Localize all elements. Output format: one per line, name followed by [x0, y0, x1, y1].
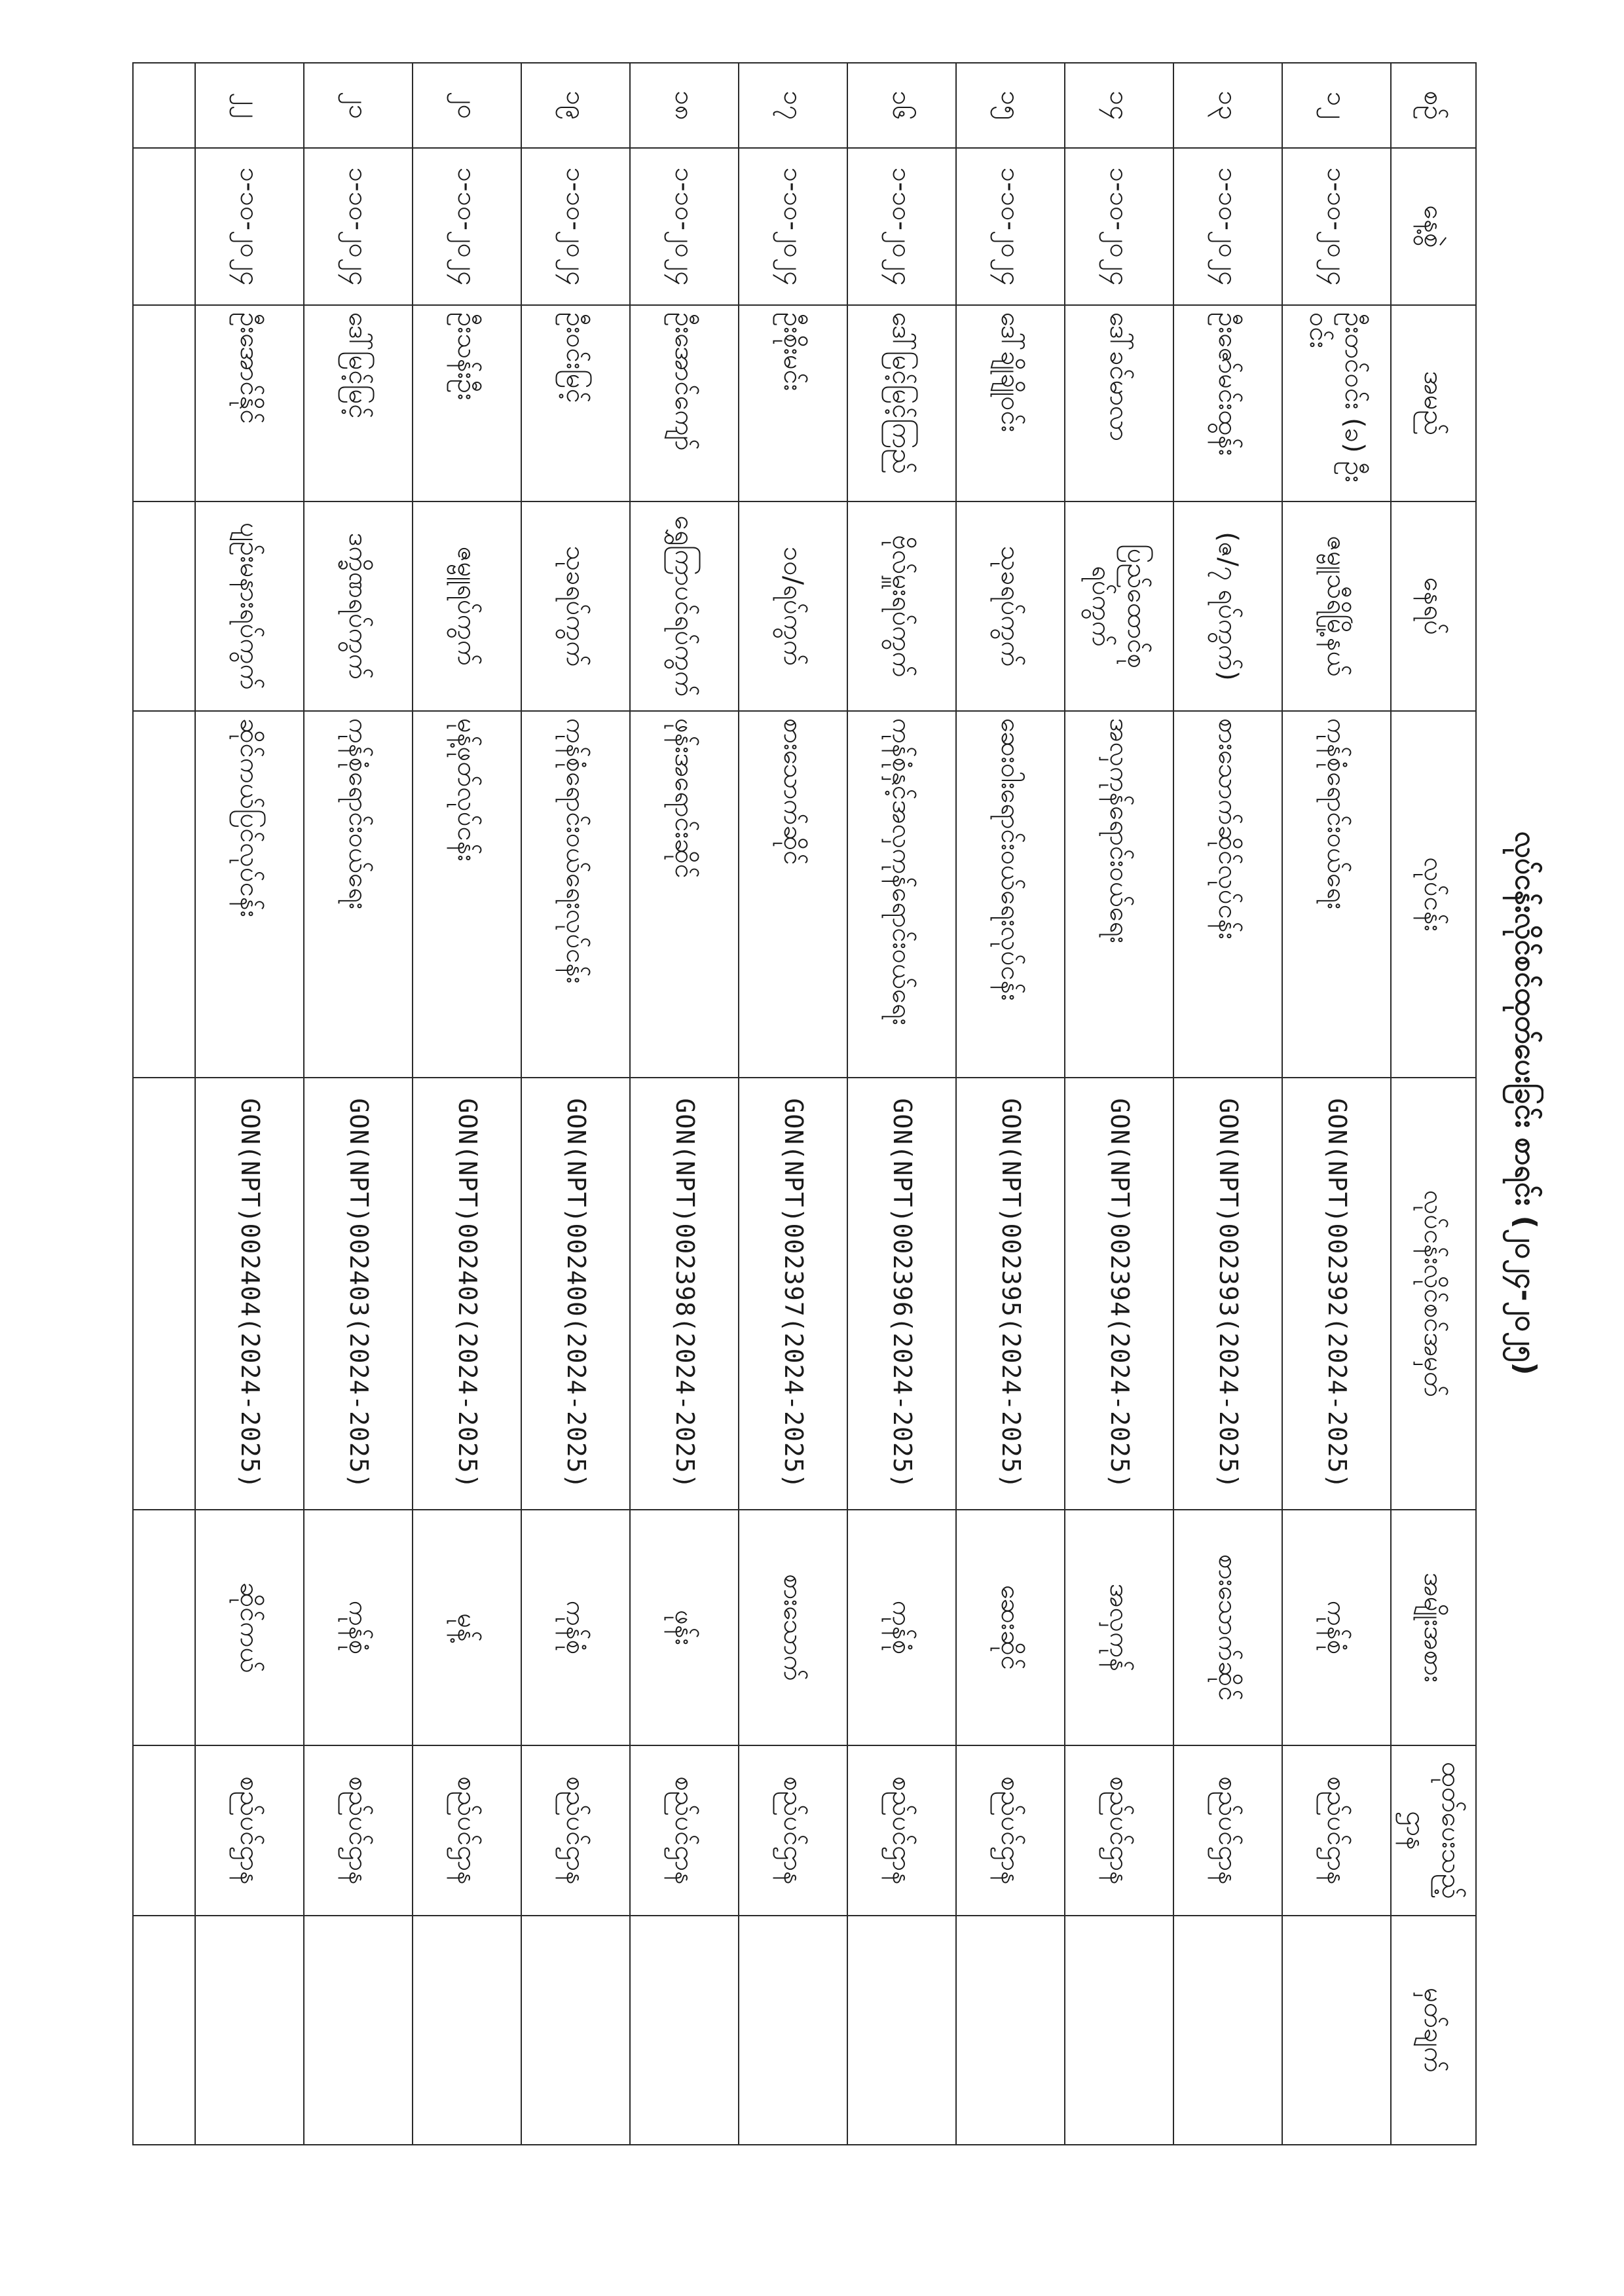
cell-license: GON(NPT)002402(2024-2025)	[413, 1078, 521, 1510]
license-table	[132, 62, 1477, 2145]
table-row	[630, 63, 739, 2145]
cell-dept: စည်ပင်ဌာန	[195, 1745, 304, 1916]
cell-business: ဆေးဝါးရောင်းဝယ်ရေးလုပ်ငန်း	[956, 711, 1065, 1078]
table-row	[195, 63, 304, 2145]
cell-license: GON(NPT)002403(2024-2025)	[304, 1078, 413, 1510]
cell-name: ဦးသန်းဦး	[413, 305, 521, 501]
table-row	[739, 63, 847, 2145]
table-header-row	[1391, 63, 1476, 2145]
cell-name: ဒေါ်မြင့်မြင့်ကြည်	[847, 305, 956, 501]
cell-remark	[630, 1916, 739, 2145]
cell-name: ဦးဇော်မင်းထွန်း	[1173, 305, 1282, 501]
cell-address: ဒက္ခိဏရပ်ကွက်	[304, 501, 413, 711]
cell-address: ဇမ္ဗူရပ်ကွက်	[413, 501, 521, 711]
cell-date: ၁-၁၀-၂၀၂၄	[1282, 148, 1391, 305]
cell-type: အလှကုန်	[1065, 1510, 1173, 1745]
cell-address: ၁၀/ရပ်ကွက်	[739, 501, 847, 711]
cell-business: မုန့်ဖုတ်လုပ်ငန်း	[413, 711, 521, 1078]
cell-license: GON(NPT)002404(2024-2025)	[195, 1078, 304, 1510]
cell-dept: စည်ပင်ဌာန	[956, 1745, 1065, 1916]
cell-name: ဒေါ်ခင်မာလာ	[1065, 305, 1173, 501]
cell-address: သုခရပ်ကွက်	[521, 501, 630, 711]
cell-dept: စည်ပင်ဌာန	[413, 1745, 521, 1916]
cell-type: ကုန်စုံ	[1282, 1510, 1391, 1745]
header-license: လုပ်ငန်းလိုင်စင်အမှတ်	[1391, 1078, 1476, 1510]
cell-remark	[413, 1916, 521, 2145]
cell-no: ၂၀	[413, 63, 521, 148]
cell-no: ၁၆	[847, 63, 956, 148]
cell-date: ၁-၁၀-၂၀၂၄	[847, 148, 956, 305]
cell-license: GON(NPT)002398(2024-2025)	[630, 1078, 739, 1510]
cell-name: ဒေါ်ချိုချိုဝင်း	[956, 305, 1065, 501]
cell-license: GON(NPT)002394(2024-2025)	[1065, 1078, 1173, 1510]
cell-business: စားသောက်ဆိုင်	[739, 711, 847, 1078]
cell-name: ဦးတင်ဝင်း (ခ) ဦးဝင်း	[1282, 305, 1391, 501]
cell-address: ပျဉ်းမနားရပ်ကွက်	[195, 501, 304, 711]
cell-date: ၁-၁၀-၂၀၂၄	[956, 148, 1065, 305]
cell-no: ၁၅	[956, 63, 1065, 148]
cell-remark	[1065, 1916, 1173, 2145]
cell-license: GON(NPT)002395(2024-2025)	[956, 1078, 1065, 1510]
cell-no: ၁၉	[521, 63, 630, 148]
cell-address: ရွှေကြာပင်ရပ်ကွက်	[630, 501, 739, 711]
table-row	[1282, 63, 1391, 2145]
cell-type: ဆေးဆိုင်	[956, 1510, 1065, 1745]
header-address: နေရပ်	[1391, 501, 1476, 711]
cell-no: ၂၂	[195, 63, 304, 148]
cell-address: ဇမ္ဗူသီရိမြို့နယ်	[1282, 501, 1391, 711]
cell-date: ၁-၁၀-၂၀၂၄	[630, 148, 739, 305]
cell-no: ၁၃	[1173, 63, 1282, 148]
header-name: အမည်	[1391, 305, 1476, 501]
cell-license: GON(NPT)002400(2024-2025)	[521, 1078, 630, 1510]
table-row	[1173, 63, 1282, 2145]
cell-remark	[195, 1916, 304, 2145]
cell-business: စားသောက်ဆိုင်လုပ်ငန်း	[1173, 711, 1282, 1078]
cell-name: ဒေါ်မြင့်မြင့်	[304, 305, 413, 501]
cell-type: ကုန်စုံ	[847, 1510, 956, 1745]
cell-remark	[1173, 1916, 1282, 2145]
cell-address: သုခရပ်ကွက်	[956, 501, 1065, 711]
table-row	[847, 63, 956, 2145]
cell-type: ကုန်စုံ	[304, 1510, 413, 1745]
cell-no: ၁၇	[739, 63, 847, 148]
cell-name: ဦးစိုးမင်း	[739, 305, 847, 501]
cell-business: ကုန်စုံရောင်းဝယ်ရေး	[304, 711, 413, 1078]
cell-date: ၁-၁၀-၂၀၂၄	[521, 148, 630, 305]
table-row	[304, 63, 413, 2145]
cell-remark	[739, 1916, 847, 2145]
cell-remark	[521, 1916, 630, 2145]
cell-address: ဗိုလ်မှူးရပ်ကွက်	[847, 501, 956, 711]
cell-type: မုန့်	[413, 1510, 521, 1745]
cell-address: ပြည်ထောင်စုရပ်ကွက်	[1065, 501, 1173, 711]
cell-dept: စည်ပင်ဌာန	[630, 1745, 739, 1916]
cell-type: စားသောက်ဆိုင်	[1173, 1510, 1282, 1745]
cell-business: ကုန်စုံရောင်းဝယ်ရေး	[1282, 711, 1391, 1078]
cell-license: GON(NPT)002392(2024-2025)	[1282, 1078, 1391, 1510]
table-row	[956, 63, 1065, 2145]
cell-date: ၁-၁၀-၂၀၂၄	[195, 148, 304, 305]
header-type: အမျိုးအစား	[1391, 1510, 1476, 1745]
table-row	[1065, 63, 1173, 2145]
cell-name: ဦးအောင်နိုင်	[195, 305, 304, 501]
rotated-page	[180, 62, 1549, 2144]
cell-dept: စည်ပင်ဌာန	[1282, 1745, 1391, 1916]
cell-business: အလှကုန်ရောင်းဝယ်ရေး	[1065, 711, 1173, 1078]
table-row	[413, 63, 521, 2145]
cell-type: ဆိုင်ကယ်	[195, 1510, 304, 1745]
cell-date: ၁-၁၀-၂၀၂၄	[304, 148, 413, 305]
cell-date: ၁-၁၀-၂၀၂၄	[739, 148, 847, 305]
cell-remark	[847, 1916, 956, 2145]
cell-remark	[1282, 1916, 1391, 2145]
cell-no: ၁၄	[1065, 63, 1173, 148]
cell-license: GON(NPT)002397(2024-2025)	[739, 1078, 847, 1510]
cell-remark	[304, 1916, 413, 2145]
cell-no: ၁၂	[1282, 63, 1391, 148]
cell-dept: စည်ပင်ဌာန	[847, 1745, 956, 1916]
cell-type: ကုန်စုံ	[521, 1510, 630, 1745]
cell-type: စားသောက်	[739, 1510, 847, 1745]
cell-remark	[956, 1916, 1065, 2145]
cell-dept: စည်ပင်ဌာန	[1065, 1745, 1173, 1916]
table-row	[521, 63, 630, 2145]
header-dept: ထုတ်ပေးသည့် ဌာန	[1391, 1745, 1476, 1916]
cell-business: ဆိုင်ကယ်ပြင်လုပ်ငန်း	[195, 711, 304, 1078]
cell-no: ၁၈	[630, 63, 739, 148]
cell-dept: စည်ပင်ဌာန	[304, 1745, 413, 1916]
cell-business: ဖုန်းအရောင်းဆိုင်	[630, 711, 739, 1078]
cell-name: ဦးအောင်ကျော်	[630, 305, 739, 501]
cell-business: ကုန်စုံနှင့်အလှကုန်ရောင်းဝယ်ရေး	[847, 711, 956, 1078]
cell-date: ၁-၁၀-၂၀၂၄	[413, 148, 521, 305]
page-title: လုပ်ငန်းလိုင်စင်ထုတ်ပေးခြင်း စာရင်း (၂၀၂၄-၂၀၂၅)	[1509, 831, 1542, 1376]
cell-date: ၁-၁၀-၂၀၂၄	[1065, 148, 1173, 305]
cell-dept: စည်ပင်ဌာန	[739, 1745, 847, 1916]
header-no: စဉ်	[1391, 63, 1476, 148]
cell-no: ၂၁	[304, 63, 413, 148]
header-remark: မှတ်ချက်	[1391, 1916, 1476, 2145]
cell-business: ကုန်စုံရောင်းဝယ်ရေးလုပ်ငန်း	[521, 711, 630, 1078]
header-business: လုပ်ငန်း	[1391, 711, 1476, 1078]
cell-dept: စည်ပင်ဌာန	[521, 1745, 630, 1916]
cell-dept: စည်ပင်ဌာန	[1173, 1745, 1282, 1916]
cell-date: ၁-၁၀-၂၀၂၄	[1173, 148, 1282, 305]
cell-type: ဖုန်း	[630, 1510, 739, 1745]
cell-name: ဦးဝင်းမြင့်	[521, 305, 630, 501]
cell-license: GON(NPT)002396(2024-2025)	[847, 1078, 956, 1510]
header-date: နေ့စွဲ	[1391, 148, 1476, 305]
empty-row	[133, 63, 195, 2145]
cell-address: (ဇ/၇ ရပ်ကွက်)	[1173, 501, 1282, 711]
cell-license: GON(NPT)002393(2024-2025)	[1173, 1078, 1282, 1510]
